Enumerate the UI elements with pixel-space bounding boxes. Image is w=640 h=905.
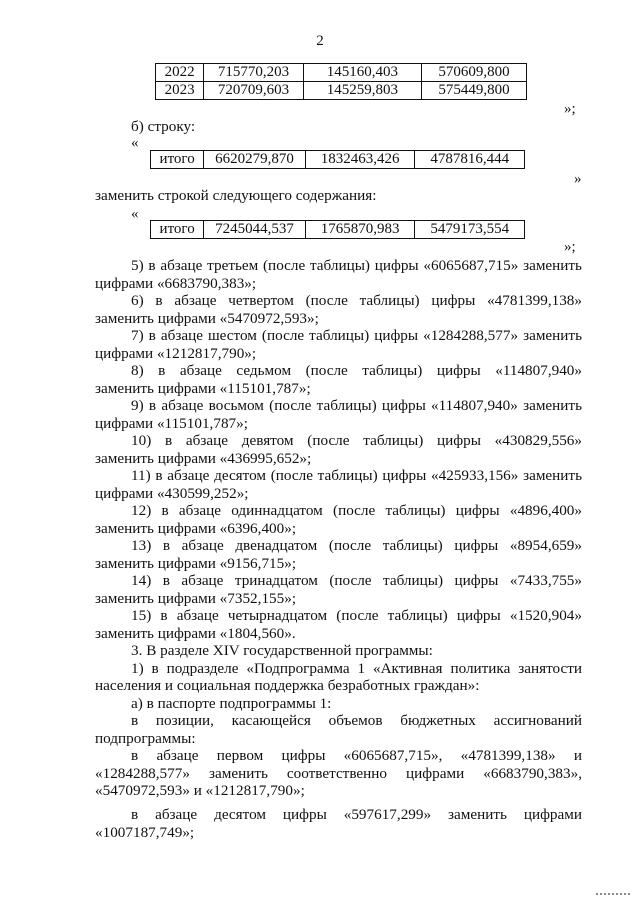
- text-line: цифрами «1212817,790»;: [95, 345, 257, 362]
- text-line: 10) в абзаце девятом (после таблицы) цифры «430829,556»: [131, 432, 582, 449]
- text-line: 15) в абзаце четырнадцатом (после таблицы) цифры «1520,904»: [131, 607, 582, 624]
- table-cell: 145259,803: [303, 82, 421, 100]
- table-cell: 570609,800: [421, 64, 526, 82]
- text-line: в позиции, касающейся объемов бюджетных ассигнований: [131, 712, 582, 729]
- text-line: заменить цифрами «115101,787»;: [95, 380, 311, 397]
- table-cell: итого: [151, 151, 204, 169]
- table-row: [156, 82, 527, 100]
- table-row: [156, 64, 527, 82]
- text-line: а) в паспорте подпрограммы 1:: [131, 695, 332, 712]
- text-line: 3. В разделе XIV государственной программы:: [131, 642, 433, 659]
- text-line: «5470972,593» и «1212817,790»;: [95, 782, 305, 799]
- text-line: «1007187,749»;: [95, 824, 195, 841]
- text-line: «1284288,577» заменить соответственно цифрами «6683790,383»,: [95, 765, 582, 782]
- text-line: 6) в абзаце четвертом (после таблицы) цифры «4781399,138»: [131, 292, 582, 309]
- replace-instruction: заменить строкой следующего содержания:: [95, 187, 377, 204]
- table-cell: 5479173,554: [415, 221, 525, 239]
- text-line: в абзаце первом цифры «6065687,715», «4781399,138» и: [131, 747, 582, 764]
- table-cell: 1765870,983: [305, 221, 415, 239]
- table-cell: 575449,800: [421, 82, 526, 100]
- top-table: [155, 63, 527, 100]
- table-cell: 720709,603: [204, 82, 304, 100]
- text-line: подпрограммы:: [95, 730, 196, 747]
- table-cell: 7245044,537: [204, 221, 306, 239]
- table-cell: 2022: [156, 64, 204, 82]
- text-line: заменить цифрами «436995,652»;: [95, 450, 312, 467]
- closing-quote: »: [574, 171, 582, 187]
- item-b: б) строку:: [131, 118, 196, 135]
- table-cell: 6620279,870: [204, 151, 306, 169]
- text-line: 11) в абзаце десятом (после таблицы) цифры «425933,156» заменить: [131, 467, 582, 484]
- text-line: 12) в абзаце одиннадцатом (после таблицы) цифры «4896,400»: [131, 502, 582, 519]
- text-line: 14) в абзаце тринадцатом (после таблицы) цифры «7433,755»: [131, 572, 582, 589]
- text-line: заменить цифрами «6396,400»;: [95, 520, 297, 537]
- text-line: 9) в абзаце восьмом (после таблицы) цифры «114807,940» заменить: [131, 397, 582, 414]
- closing-quote: »;: [564, 101, 576, 117]
- text-line: заменить цифрами «9156,715»;: [95, 555, 297, 572]
- text-line: 8) в абзаце седьмом (после таблицы) цифры «114807,940»: [131, 362, 582, 379]
- text-line: 5) в абзаце третьем (после таблицы) цифры «6065687,715» заменить: [131, 257, 582, 274]
- text-line: цифрами «430599,252»;: [95, 485, 249, 502]
- table-cell: 2023: [156, 82, 204, 100]
- text-line: цифрами «115101,787»;: [95, 415, 248, 432]
- scan-mark: [596, 893, 630, 895]
- text-line: в абзаце десятом цифры «597617,299» заменить цифрами: [131, 806, 582, 823]
- table-cell: итого: [151, 221, 204, 239]
- page-number: 2: [316, 33, 324, 49]
- new-total-table: [150, 220, 525, 239]
- text-line: 1) в подразделе «Подпрограмма 1 «Активная политика занятости: [131, 660, 582, 677]
- opening-quote: «: [131, 135, 139, 151]
- table-row: [151, 151, 525, 169]
- table-cell: 145160,403: [303, 64, 421, 82]
- text-line: 13) в абзаце двенадцатом (после таблицы) цифры «8954,659»: [131, 537, 582, 554]
- text-line: 7) в абзаце шестом (после таблицы) цифры «1284288,577» заменить: [131, 327, 582, 344]
- text-line: заменить цифрами «1804,560».: [95, 625, 296, 642]
- opening-quote: «: [131, 206, 139, 222]
- closing-quote: »;: [564, 239, 576, 255]
- text-line: заменить цифрами «5470972,593»;: [95, 310, 319, 327]
- table-cell: 4787816,444: [415, 151, 525, 169]
- text-line: цифрами «6683790,383»;: [95, 275, 257, 292]
- table-cell: 1832463,426: [305, 151, 415, 169]
- old-total-table: [150, 150, 525, 169]
- table-row: [151, 221, 525, 239]
- table-cell: 715770,203: [204, 64, 304, 82]
- text-line: заменить цифрами «7352,155»;: [95, 590, 297, 607]
- text-line: населения и социальная поддержка безработных граждан»:: [95, 677, 480, 694]
